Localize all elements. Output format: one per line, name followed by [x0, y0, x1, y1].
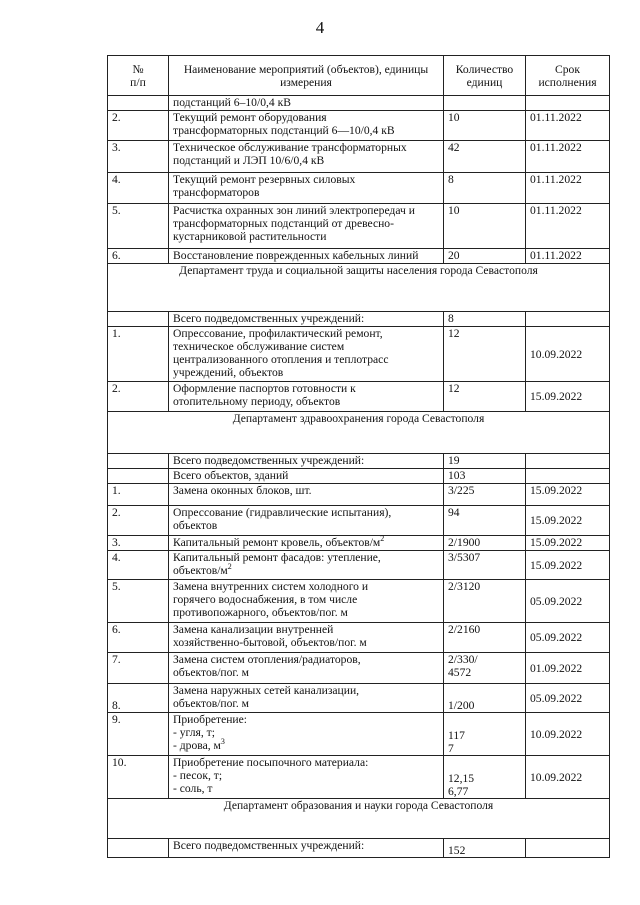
row-num: 4. [108, 551, 169, 580]
row-date: 15.09.2022 [526, 551, 610, 580]
row-name [169, 536, 444, 551]
section-row [108, 799, 610, 839]
row-name: Приобретение посыпочного материала: - песок, т; - соль, т [169, 756, 444, 799]
table-row [108, 623, 610, 653]
row-qty: 1/200 [444, 684, 526, 713]
row-num: 7. [108, 653, 169, 684]
table-row [108, 249, 610, 264]
total-value: 19 [444, 454, 526, 469]
plan-table [107, 55, 610, 858]
unit-superscript: 2 [380, 534, 385, 544]
row-date: 10.09.2022 [526, 713, 610, 756]
table-row [108, 111, 610, 141]
row-qty: 3/5307 [444, 551, 526, 580]
row-num: 1. [108, 327, 169, 382]
row-date: 01.11.2022 [526, 249, 610, 264]
row-name: Замена оконных блоков, шт. [169, 484, 444, 506]
total-label: Всего подведомственных учреждений: [169, 839, 444, 858]
row-date: 15.09.2022 [526, 536, 610, 551]
table-row [108, 141, 610, 173]
row-date: 05.09.2022 [526, 684, 610, 713]
total-row [108, 454, 610, 469]
row-num: 5. [108, 204, 169, 249]
row-name: Техническое обслуживание трансформаторных подстанций и ЛЭП 10/6/0,4 кВ [169, 141, 444, 173]
total-row [108, 312, 610, 327]
row-date: 01.11.2022 [526, 141, 610, 173]
unit-superscript: 3 [220, 737, 225, 747]
section-row [108, 264, 610, 312]
row-qty: 2/3120 [444, 580, 526, 623]
row-date: 10.09.2022 [526, 756, 610, 799]
total-label: Всего подведомственных учреждений: [169, 454, 444, 469]
table-row [108, 484, 610, 506]
section-row [108, 412, 610, 454]
row-qty: 94 [444, 506, 526, 536]
row-name: Расчистка охранных зон линий электропередач и трансформаторных подстанций от древесно- кустарниковой растительности [169, 204, 444, 249]
row-num: 8. [108, 684, 169, 713]
header-num: № п/п [108, 56, 169, 96]
total-value: 152 [444, 839, 526, 858]
table-row [108, 653, 610, 684]
header-row [108, 56, 610, 96]
objects-label: Всего объектов, зданий [169, 469, 444, 484]
row-qty: 2/1900 [444, 536, 526, 551]
row-name-text: Капитальный ремонт фасадов: утепление, объектов/м [173, 551, 381, 577]
row-qty: 117 7 [444, 713, 526, 756]
objects-value: 103 [444, 469, 526, 484]
row-num: 1. [108, 484, 169, 506]
table-row [108, 327, 610, 382]
row-date: 05.09.2022 [526, 580, 610, 623]
row-qty: 2/330/ 4572 [444, 653, 526, 684]
row-name: Оформление паспортов готовности к отопительному периоду, объектов [169, 382, 444, 412]
row-qty: 10 [444, 204, 526, 249]
header-name: Наименование мероприятий (объектов), единицы измерения [169, 56, 444, 96]
row-num: 6. [108, 623, 169, 653]
section-title-health: Департамент здравоохранения города Севастополя [108, 412, 610, 454]
row-qty: 12,15 6,77 [444, 756, 526, 799]
row-num: 2. [108, 111, 169, 141]
unit-superscript: 2 [227, 562, 232, 572]
row-name-text: Капитальный ремонт кровель, объектов/м [173, 536, 381, 549]
table-row [108, 536, 610, 551]
row-qty: 12 [444, 327, 526, 382]
row-name: Замена канализации внутренней хозяйственно-бытовой, объектов/пог. м [169, 623, 444, 653]
row-num: 6. [108, 249, 169, 264]
row-name: Замена систем отопления/радиаторов, объектов/пог. м [169, 653, 444, 684]
table-row [108, 382, 610, 412]
header-date: Срок исполнения [526, 56, 610, 96]
row-date: 15.09.2022 [526, 506, 610, 536]
table-row [108, 204, 610, 249]
row-num: 5. [108, 580, 169, 623]
table-row [108, 684, 610, 713]
row-date: 01.09.2022 [526, 653, 610, 684]
row-name [169, 551, 444, 580]
section-title-labor: Департамент труда и социальной защиты населения города Севастополя [108, 264, 610, 312]
total-value: 8 [444, 312, 526, 327]
row-qty: 20 [444, 249, 526, 264]
row-name: Текущий ремонт резервных силовых трансформаторов [169, 173, 444, 204]
row-name [169, 713, 444, 756]
row-name: Восстановление поврежденных кабельных линий [169, 249, 444, 264]
table-row [108, 756, 610, 799]
table-row [108, 580, 610, 623]
header-qty: Количество единиц [444, 56, 526, 96]
row-date: 01.11.2022 [526, 204, 610, 249]
page-number: 4 [315, 18, 325, 37]
table-row [108, 173, 610, 204]
row-date: 10.09.2022 [526, 327, 610, 382]
total-row [108, 839, 610, 858]
row-date: 05.09.2022 [526, 623, 610, 653]
row-qty: 12 [444, 382, 526, 412]
row-qty: 8 [444, 173, 526, 204]
row-date: 01.11.2022 [526, 173, 610, 204]
row-name: подстанций 6–10/0,4 кВ [169, 96, 444, 111]
row-date: 01.11.2022 [526, 111, 610, 141]
total-label: Всего подведомственных учреждений: [169, 312, 444, 327]
row-qty: 3/225 [444, 484, 526, 506]
row-num: 3. [108, 141, 169, 173]
row-num: 3. [108, 536, 169, 551]
row-num: 2. [108, 382, 169, 412]
row-date: 15.09.2022 [526, 484, 610, 506]
objects-row [108, 469, 610, 484]
row-qty: 42 [444, 141, 526, 173]
row-num: 4. [108, 173, 169, 204]
table-row [108, 551, 610, 580]
row-name: Замена наружных сетей канализации, объектов/пог. м [169, 684, 444, 713]
table-row [108, 506, 610, 536]
section-title-education: Департамент образования и науки города Севастополя [108, 799, 610, 839]
row-date: 15.09.2022 [526, 382, 610, 412]
table-row [108, 96, 610, 111]
row-num: 2. [108, 506, 169, 536]
row-name: Опрессование (гидравлические испытания), объектов [169, 506, 444, 536]
table-row [108, 713, 610, 756]
row-name-text: Приобретение: - угля, т; - дрова, м [173, 713, 248, 752]
row-num: 10. [108, 756, 169, 799]
row-qty: 10 [444, 111, 526, 141]
row-name: Замена внутренних систем холодного и горячего водоснабжения, в том числе противопожарного, объектов/пог. м [169, 580, 444, 623]
row-qty: 2/2160 [444, 623, 526, 653]
row-name: Опрессование, профилактический ремонт, техническое обслуживание систем централизованного отопления и теплотрасс учреждений, объектов [169, 327, 444, 382]
row-num: 9. [108, 713, 169, 756]
row-name: Текущий ремонт оборудования трансформаторных подстанций 6—10/0,4 кВ [169, 111, 444, 141]
